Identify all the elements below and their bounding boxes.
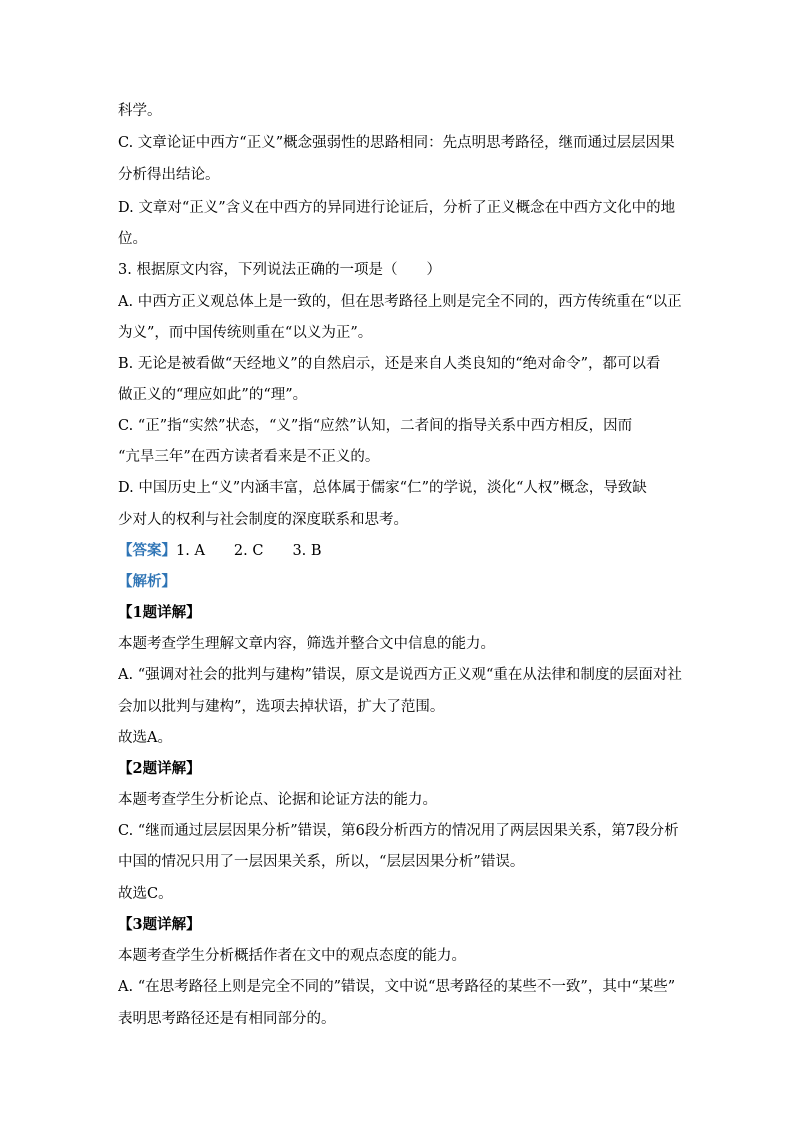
answer-line	[118, 541, 688, 561]
explain-3-line: A. “在思考路径上则是完全不同的”错误，文中说“思考路径的某些不一致”，其中“某些”	[118, 979, 676, 995]
explain-2-line: 本题考查学生分析论点、论据和论证方法的能力。	[118, 792, 437, 808]
q3-option-d-line-1: D. 中国历史上“义”内涵丰富，总体属于儒家“仁”的学说，淡化“人权”概念，导致缺	[118, 480, 647, 496]
answer-text: 1. A 2. C 3. B	[176, 543, 322, 559]
q3-option-b-line-1: B. 无论是被看做“天经地义”的自然启示，还是来自人类良知的“绝对命令”，都可以看	[118, 356, 661, 372]
q3-option-b-line-2: 做正义的“理应如此”的“理”。	[118, 387, 308, 403]
q3-option-a-line-2: 为义”，而中国传统则重在“以义为正”。	[118, 325, 373, 341]
option-d-line-2: 位。	[118, 231, 147, 247]
q3-option-c-line-2: “亢旱三年”在西方读者看来是不正义的。	[118, 449, 380, 465]
q3-option-d-line-2: 少对人的权利与社会制度的深度联系和思考。	[118, 512, 408, 528]
option-c-line-2: 分析得出结论。	[118, 167, 220, 183]
explain-3-heading: 【3题详解】	[118, 916, 201, 933]
answer-label: 【答案】	[118, 542, 176, 559]
explain-1-line: A. “强调对社会的批判与建构”错误，原文是说西方正义观“重在从法律和制度的层面对社	[118, 667, 682, 683]
explain-1-line: 本题考查学生理解文章内容，筛选并整合文中信息的能力。	[118, 636, 495, 652]
explain-1-line: 会加以批判与建构”，选项去掉状语，扩大了范围。	[118, 699, 445, 715]
explain-1-line: 故选A。	[118, 730, 172, 746]
explain-3-line: 本题考查学生分析概括作者在文中的观点态度的能力。	[118, 948, 466, 964]
explain-2-line: 故选C。	[118, 886, 173, 902]
q3-option-c-line-1: C. “正”指“实然”状态，“义”指“应然”认知，二者间的指导关系中西方相反，因而	[118, 418, 633, 434]
explain-2-line: 中国的情况只用了一层因果关系，所以，“层层因果分析”错误。	[118, 854, 525, 870]
explain-2-line: C. “继而通过层层因果分析”错误，第6段分析西方的情况用了两层因果关系，第7段分析	[118, 823, 679, 839]
analysis-label: 【解析】	[118, 573, 176, 590]
text-line: 科学。	[118, 103, 162, 119]
option-d-line-1: D. 文章对“正义”含义在中西方的异同进行论证后，分析了正义概念在中西方文化中的地	[118, 200, 676, 216]
explain-2-heading: 【2题详解】	[118, 760, 201, 777]
question-3: 3. 根据原文内容，下列说法正确的一项是（ ）	[118, 262, 441, 278]
explain-3-line: 表明思考路径还是有相同部分的。	[118, 1011, 336, 1027]
q3-option-a-line-1: A. 中西方正义观总体上是一致的，但在思考路径上则是完全不同的，西方传统重在“以正	[118, 294, 682, 310]
explain-1-heading: 【1题详解】	[118, 604, 201, 621]
option-c-line-1: C. 文章论证中西方“正义”概念强弱性的思路相同：先点明思考路径，继而通过层层因果	[118, 135, 675, 151]
